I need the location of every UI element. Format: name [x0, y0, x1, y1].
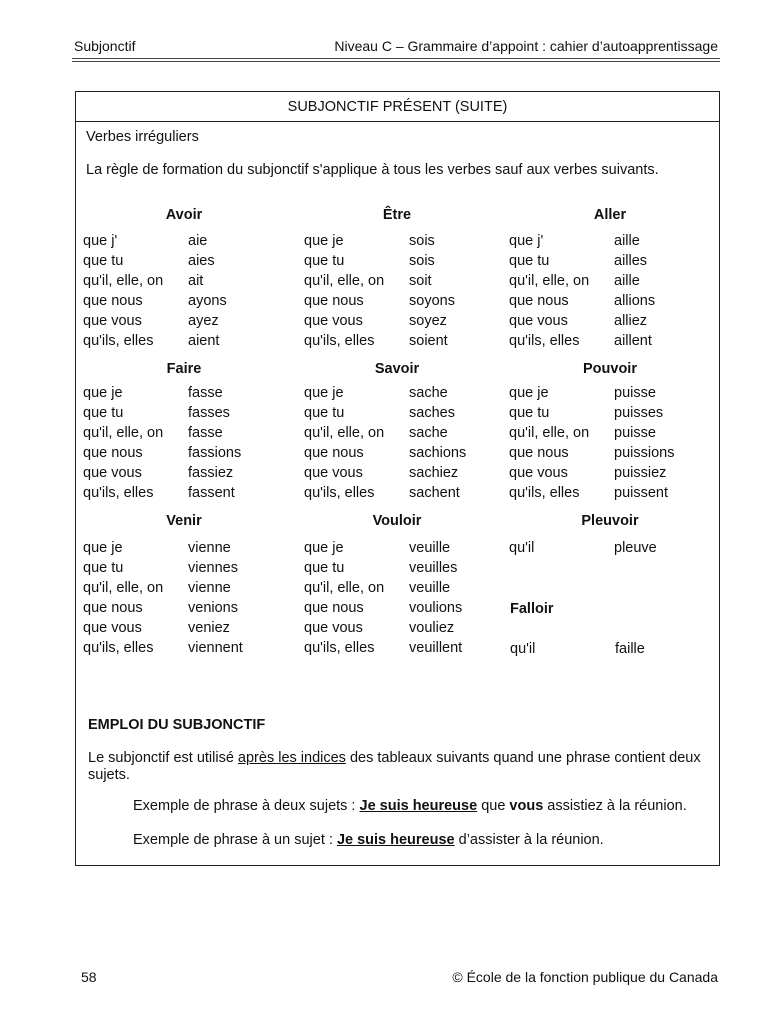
venir-form: viennent	[188, 640, 243, 656]
aller-form: ailles	[614, 253, 648, 269]
savoir-form: saches	[409, 405, 455, 421]
savoir-form: sachions	[409, 445, 467, 461]
venir-form: veniez	[188, 620, 230, 636]
verb-heading-venir: Venir	[166, 513, 202, 529]
example2-post: d’assister à la réunion.	[454, 832, 604, 848]
content-box	[75, 91, 720, 866]
vouloir-pronoun: que vous	[304, 620, 363, 636]
example1-vous: vous	[509, 798, 544, 814]
venir-form: viennes	[188, 560, 238, 576]
etre-form: soyons	[409, 293, 455, 309]
avoir-pronoun: qu'ils, elles	[83, 333, 154, 349]
pouvoir-form: puissent	[614, 485, 669, 501]
faire-form: fassiez	[188, 465, 234, 481]
avoir-form: ait	[188, 273, 204, 289]
vouloir-form: veuillent	[409, 640, 463, 656]
pleuvoir-form: pleuve	[614, 540, 657, 556]
savoir-form: sache	[409, 385, 448, 401]
etre-pronoun: qu'ils, elles	[304, 333, 375, 349]
faire-pronoun: qu'il, elle, on	[83, 425, 164, 441]
vouloir-pronoun: qu'il, elle, on	[304, 580, 385, 596]
venir-pronoun: que tu	[83, 560, 124, 576]
avoir-pronoun: que tu	[83, 253, 124, 269]
pleuvoir-pronoun: qu'il	[509, 540, 535, 556]
faire-pronoun: que nous	[83, 445, 143, 461]
aller-pronoun: que nous	[509, 293, 569, 309]
vouloir-form: vouliez	[409, 620, 455, 636]
etre-form: soyez	[409, 313, 447, 329]
verb-heading-vouloir: Vouloir	[372, 513, 422, 529]
falloir-pronoun: qu'il	[510, 641, 536, 657]
etre-form: sois	[409, 233, 435, 249]
faire-pronoun: que je	[83, 385, 123, 401]
pouvoir-pronoun: que nous	[509, 445, 569, 461]
venir-pronoun: qu'il, elle, on	[83, 580, 164, 596]
pouvoir-form: puisse	[614, 425, 656, 441]
venir-pronoun: que vous	[83, 620, 142, 636]
savoir-pronoun: que nous	[304, 445, 364, 461]
avoir-pronoun: que j'	[83, 233, 118, 249]
emploi-heading: EMPLOI DU SUBJONCTIF	[88, 717, 266, 733]
footer-copyright: © École de la fonction publique du Canada	[452, 969, 718, 985]
example1-mid: que	[477, 798, 510, 814]
aller-pronoun: que j'	[509, 233, 544, 249]
savoir-pronoun: que vous	[304, 465, 363, 481]
faire-form: fasse	[188, 385, 223, 401]
vouloir-pronoun: qu'ils, elles	[304, 640, 375, 656]
faire-pronoun: qu'ils, elles	[83, 485, 154, 501]
vouloir-form: veuille	[409, 580, 451, 596]
venir-pronoun: qu'ils, elles	[83, 640, 154, 656]
verb-heading-faire: Faire	[166, 361, 202, 377]
pouvoir-pronoun: que tu	[509, 405, 550, 421]
aller-pronoun: que tu	[509, 253, 550, 269]
box-intro: La règle de formation du subjonctif s'applique à tous les verbes sauf aux verbes suivants.	[86, 162, 659, 178]
vouloir-form: veuille	[409, 540, 451, 556]
example-one-subject	[133, 832, 604, 848]
emploi-text-post: des tableaux suivants quand une phrase contient deux	[345, 750, 701, 766]
header-rule-2	[72, 61, 720, 62]
vouloir-pronoun: que tu	[304, 560, 345, 576]
pouvoir-pronoun: que je	[509, 385, 549, 401]
aller-form: aille	[614, 273, 640, 289]
emploi-paragraph-line1	[88, 750, 701, 766]
etre-form: soit	[409, 273, 432, 289]
savoir-form: sachent	[409, 485, 460, 501]
header-rule	[72, 58, 720, 59]
savoir-pronoun: que je	[304, 385, 344, 401]
faire-form: fassent	[188, 485, 235, 501]
avoir-form: ayez	[188, 313, 219, 329]
page-number: 58	[81, 969, 97, 985]
pouvoir-form: puisses	[614, 405, 664, 421]
pouvoir-form: puissions	[614, 445, 675, 461]
faire-pronoun: que tu	[83, 405, 124, 421]
header-right: Niveau C – Grammaire d’appoint : cahier d’autoapprentissage	[334, 38, 718, 54]
verb-heading-pleuvoir: Pleuvoir	[581, 513, 639, 529]
etre-pronoun: que je	[304, 233, 344, 249]
emploi-indices-phrase: après les indices	[237, 750, 346, 766]
box-subtitle: Verbes irréguliers	[86, 129, 199, 145]
avoir-form: aie	[188, 233, 208, 249]
faire-form: fasse	[188, 425, 223, 441]
vouloir-pronoun: que nous	[304, 600, 364, 616]
avoir-form: aies	[188, 253, 215, 269]
example1-pre: Exemple de phrase à deux sujets :	[133, 798, 360, 814]
etre-pronoun: qu'il, elle, on	[304, 273, 385, 289]
example1-phrase: Je suis heureuse	[359, 798, 478, 814]
avoir-pronoun: que vous	[83, 313, 142, 329]
vouloir-form: voulions	[409, 600, 463, 616]
etre-pronoun: que nous	[304, 293, 364, 309]
aller-form: allions	[614, 293, 656, 309]
savoir-pronoun: que tu	[304, 405, 345, 421]
pouvoir-pronoun: que vous	[509, 465, 568, 481]
aller-pronoun: qu'ils, elles	[509, 333, 580, 349]
etre-pronoun: que tu	[304, 253, 345, 269]
venir-form: venions	[188, 600, 238, 616]
faire-pronoun: que vous	[83, 465, 142, 481]
faire-form: fassions	[188, 445, 242, 461]
example2-pre: Exemple de phrase à un sujet :	[133, 832, 337, 848]
pouvoir-pronoun: qu'ils, elles	[509, 485, 580, 501]
etre-form: soient	[409, 333, 448, 349]
savoir-form: sache	[409, 425, 448, 441]
avoir-pronoun: qu'il, elle, on	[83, 273, 164, 289]
aller-pronoun: que vous	[509, 313, 568, 329]
aller-form: aille	[614, 233, 640, 249]
example1-post: assistiez à la réunion.	[543, 798, 687, 814]
verb-heading-aller: Aller	[593, 207, 627, 223]
venir-form: vienne	[188, 580, 231, 596]
venir-form: vienne	[188, 540, 231, 556]
savoir-form: sachiez	[409, 465, 459, 481]
vouloir-pronoun: que je	[304, 540, 344, 556]
etre-form: sois	[409, 253, 435, 269]
verb-heading-avoir: Avoir	[165, 207, 203, 223]
avoir-form: ayons	[188, 293, 227, 309]
emploi-text-pre: Le subjonctif est utilisé	[88, 750, 238, 766]
aller-form: alliez	[614, 313, 648, 329]
aller-pronoun: qu'il, elle, on	[509, 273, 590, 289]
savoir-pronoun: qu'il, elle, on	[304, 425, 385, 441]
verb-heading-falloir: Falloir	[510, 601, 554, 617]
verb-heading-etre: Être	[382, 207, 412, 223]
falloir-form: faille	[615, 641, 645, 657]
example2-phrase: Je suis heureuse	[336, 832, 455, 848]
verb-heading-pouvoir: Pouvoir	[583, 361, 637, 377]
aller-form: aillent	[614, 333, 652, 349]
emploi-paragraph-line2: sujets.	[88, 767, 130, 783]
pouvoir-pronoun: qu'il, elle, on	[509, 425, 590, 441]
verb-heading-savoir: Savoir	[374, 361, 420, 377]
example-two-subjects	[133, 798, 687, 814]
vouloir-form: veuilles	[409, 560, 458, 576]
box-title-rule	[76, 121, 719, 122]
pouvoir-form: puissiez	[614, 465, 667, 481]
venir-pronoun: que nous	[83, 600, 143, 616]
pouvoir-form: puisse	[614, 385, 656, 401]
avoir-pronoun: que nous	[83, 293, 143, 309]
faire-form: fasses	[188, 405, 230, 421]
box-title: SUBJONCTIF PRÉSENT (SUITE)	[287, 99, 508, 115]
venir-pronoun: que je	[83, 540, 123, 556]
avoir-form: aient	[188, 333, 220, 349]
savoir-pronoun: qu'ils, elles	[304, 485, 375, 501]
etre-pronoun: que vous	[304, 313, 363, 329]
header-left: Subjonctif	[74, 38, 136, 54]
